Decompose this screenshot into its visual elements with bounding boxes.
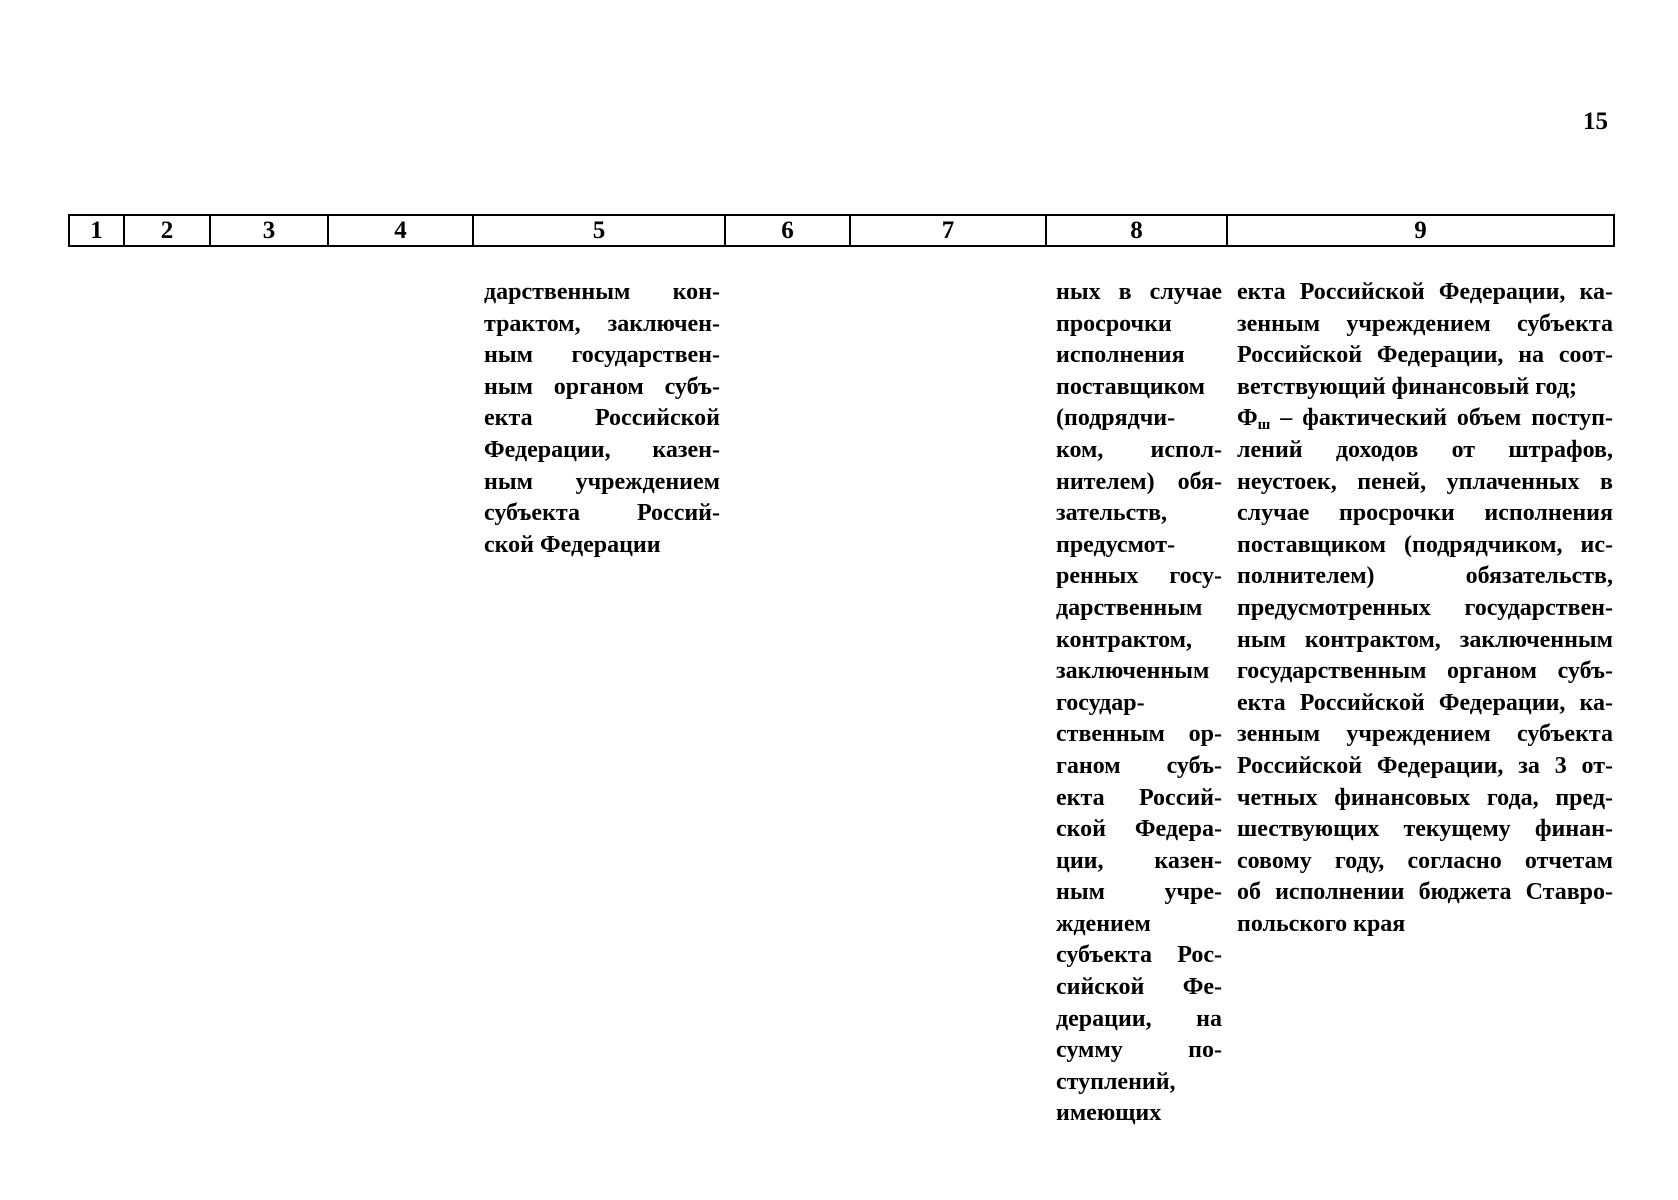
column-header-8: 8 <box>1047 216 1228 245</box>
column-8-line: предусмот- <box>1056 531 1176 558</box>
column-9-line: ным контрактом, заключенным <box>1237 626 1613 653</box>
column-8-line: контрактом, <box>1056 626 1192 653</box>
column-header-2: 2 <box>125 216 211 245</box>
column-9-line: зенным учреждением субъекта <box>1237 310 1613 337</box>
column-8-text <box>1056 277 1222 1130</box>
column-8-line: просрочки <box>1056 310 1172 337</box>
column-9-line: лений доходов от штрафов, <box>1237 436 1613 463</box>
column-8-line: ком, испол- <box>1056 436 1222 463</box>
column-9-line: четных финансовых года, пред- <box>1237 784 1613 811</box>
column-8-line: ждением <box>1056 910 1151 937</box>
column-8-line: екта Россий- <box>1056 784 1222 811</box>
column-5-line: Федерации, казен- <box>484 436 720 463</box>
column-8-line: сийской Фе- <box>1056 974 1222 1001</box>
column-9-line: Российской Федерации, за 3 от- <box>1237 752 1613 779</box>
column-9-line: предусмотренных государствен- <box>1237 594 1613 621</box>
table-header-row <box>68 214 1615 247</box>
column-8-line: исполнения <box>1056 342 1185 369</box>
column-header-5: 5 <box>474 216 726 245</box>
column-5-line: ным государствен- <box>484 342 720 369</box>
column-5-line: субъекта Россий- <box>484 500 720 527</box>
column-9-line: Российской Федерации, на соот- <box>1237 342 1613 369</box>
page-number: 15 <box>1583 108 1608 135</box>
column-9-line: совому году, согласно отчетам <box>1237 847 1613 874</box>
column-8-line: дарственным <box>1056 594 1203 621</box>
column-header-9: 9 <box>1414 216 1427 244</box>
column-header-6: 6 <box>726 216 851 245</box>
column-9-line: ветствующий финансовый год; <box>1237 373 1577 400</box>
column-9-line: полнителем) обязательств, <box>1237 563 1613 590</box>
column-8-line: ганом субъ- <box>1056 752 1222 779</box>
column-8-line: зательств, <box>1056 500 1168 527</box>
column-8-line: сумму по- <box>1056 1037 1222 1064</box>
column-9-line: государственным органом субъ- <box>1237 658 1613 685</box>
column-8-line: субъекта Рос- <box>1056 942 1222 969</box>
column-8-line: ным учре- <box>1056 879 1222 906</box>
column-8-line: нителем) обя- <box>1056 468 1222 495</box>
column-9-line: поставщиком (подрядчиком, ис- <box>1237 531 1613 558</box>
column-9-line: зенным учреждением субъекта <box>1237 721 1613 748</box>
column-9-text <box>1237 277 1613 940</box>
column-5-line: ным органом субъ- <box>484 373 720 400</box>
column-8-line: ных в случае <box>1056 279 1222 305</box>
column-9-line: неустоек, пеней, уплаченных в <box>1237 468 1613 495</box>
column-5-line: трактом, заключен- <box>484 310 720 337</box>
column-5-text <box>484 277 720 561</box>
column-9-line: екта Российской Федерации, ка- <box>1237 279 1613 305</box>
column-5-line: дарственным кон- <box>484 279 720 305</box>
column-header-4: 4 <box>329 216 474 245</box>
column-8-line: ции, казен- <box>1056 847 1222 874</box>
column-8-line: дерации, на <box>1056 1005 1222 1032</box>
column-8-line: ступлений, <box>1056 1068 1176 1095</box>
column-9-line: случае просрочки исполнения <box>1237 500 1613 527</box>
column-5-line: екта Российской <box>484 405 720 432</box>
column-9-formula-line <box>1237 403 1613 435</box>
column-header-7: 7 <box>851 216 1047 245</box>
column-8-line: ренных госу- <box>1056 563 1222 590</box>
column-8-line: имеющих <box>1056 1100 1162 1127</box>
column-8-line: заключенным <box>1056 658 1210 685</box>
column-8-line: поставщиком <box>1056 373 1206 400</box>
column-8-line: (подрядчи- <box>1056 405 1176 432</box>
column-8-line: государ- <box>1056 689 1145 716</box>
formula-definition: – фактический объем поступ- <box>1270 405 1613 432</box>
formula-subscript: ш <box>1257 417 1271 434</box>
column-5-line: ным учреждением <box>484 468 720 495</box>
column-9-line: польского края <box>1237 910 1406 937</box>
column-8-line: ской Федера- <box>1056 816 1222 843</box>
column-header-3: 3 <box>211 216 329 245</box>
column-8-line: ственным ор- <box>1056 721 1222 748</box>
column-header-1: 1 <box>70 216 125 245</box>
column-9-line: шествующих текущему финан- <box>1237 816 1613 843</box>
formula-symbol: Ф <box>1237 405 1258 432</box>
column-5-line: ской Федерации <box>484 531 661 558</box>
column-9-line: екта Российской Федерации, ка- <box>1237 689 1613 716</box>
column-9-line: об исполнении бюджета Ставро- <box>1237 879 1613 906</box>
